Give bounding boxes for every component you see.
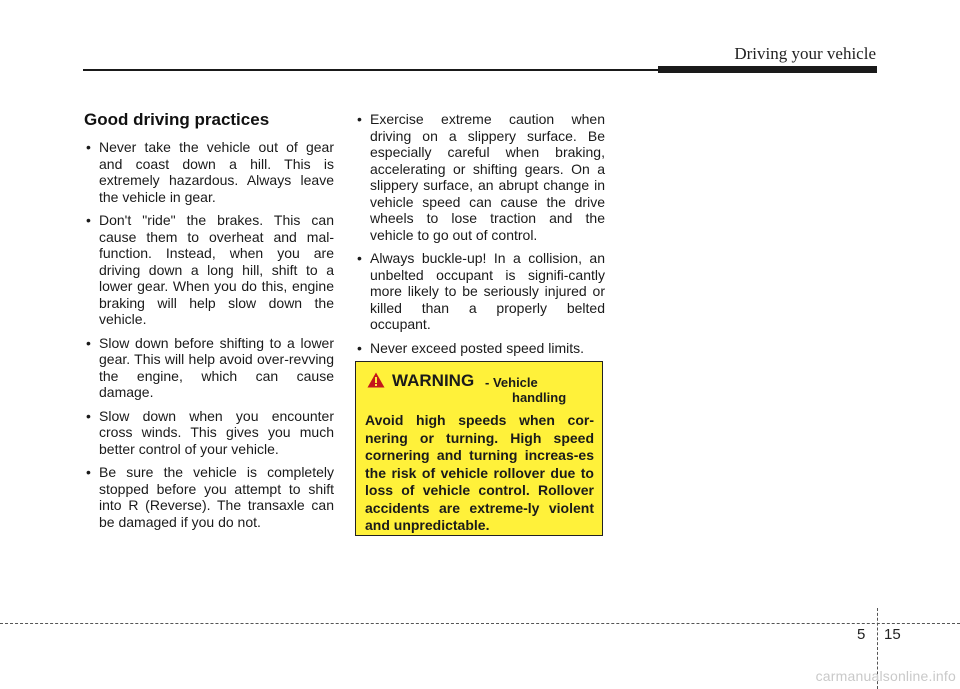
warning-subtitle-line1: - Vehicle <box>485 375 538 390</box>
list-item: • Don't "ride" the brakes. This can cause them to overheat and mal-function. Instead, when you are driving down a long hill, shift to a lower gear. When you do this, engine braking will help slow down the vehicle. <box>84 212 334 328</box>
header-bar <box>658 66 877 73</box>
warning-title: WARNING <box>392 371 475 390</box>
warning-body: Avoid high speeds when cor-nering or turning. High speed cornering and turning increas-es the risk of vehicle rollover due to loss of vehicle control. Rollover accidents are extreme-ly violent and unpredictable. <box>365 412 594 533</box>
list-item: • Slow down before shifting to a lower gear. This will help avoid over-revving the engine, which can cause damage. <box>84 335 334 401</box>
right-column <box>355 111 605 363</box>
header-rule <box>83 69 658 71</box>
left-bullet-list <box>84 139 334 530</box>
warning-triangle-icon <box>367 372 385 388</box>
page-number: 15 <box>884 626 901 643</box>
list-item: • Never take the vehicle out of gear and coast down a hill. This is extremely hazardous. Always leave the vehicle in gear. <box>84 139 334 205</box>
list-item: • Exercise extreme caution when driving on a slippery surface. Be especially careful when braking, accelerating or shifting gears. On a slippery surface, an abrupt change in vehicle speed can cause the drive wheels to lose traction and the vehicle to go out of control. <box>355 111 605 243</box>
right-bullet-list <box>355 111 605 356</box>
warning-subtitle-line2: handling <box>512 390 567 405</box>
left-column <box>84 110 334 537</box>
chapter-number: 5 <box>857 626 866 643</box>
list-item: • Never exceed posted speed limits. <box>355 340 605 357</box>
list-item: • Slow down when you encounter cross winds. This gives you much better control of your vehicle. <box>84 408 334 458</box>
warning-box <box>355 361 603 536</box>
list-item: • Always buckle-up! In a collision, an unbelted occupant is signifi-cantly more likely to be seriously injured or killed than a properly belted occupant. <box>355 250 605 333</box>
watermark: carmanualsonline.info <box>815 668 956 684</box>
running-header-title: Driving your vehicle <box>734 44 876 63</box>
section-heading: Good driving practices <box>84 110 270 129</box>
warning-subtitle <box>485 375 575 405</box>
list-item: • Be sure the vehicle is completely stopped before you attempt to shift into R (Reverse). The transaxle can be damaged if you do not. <box>84 464 334 530</box>
footer-rule <box>0 623 960 624</box>
warning-header <box>365 372 594 408</box>
